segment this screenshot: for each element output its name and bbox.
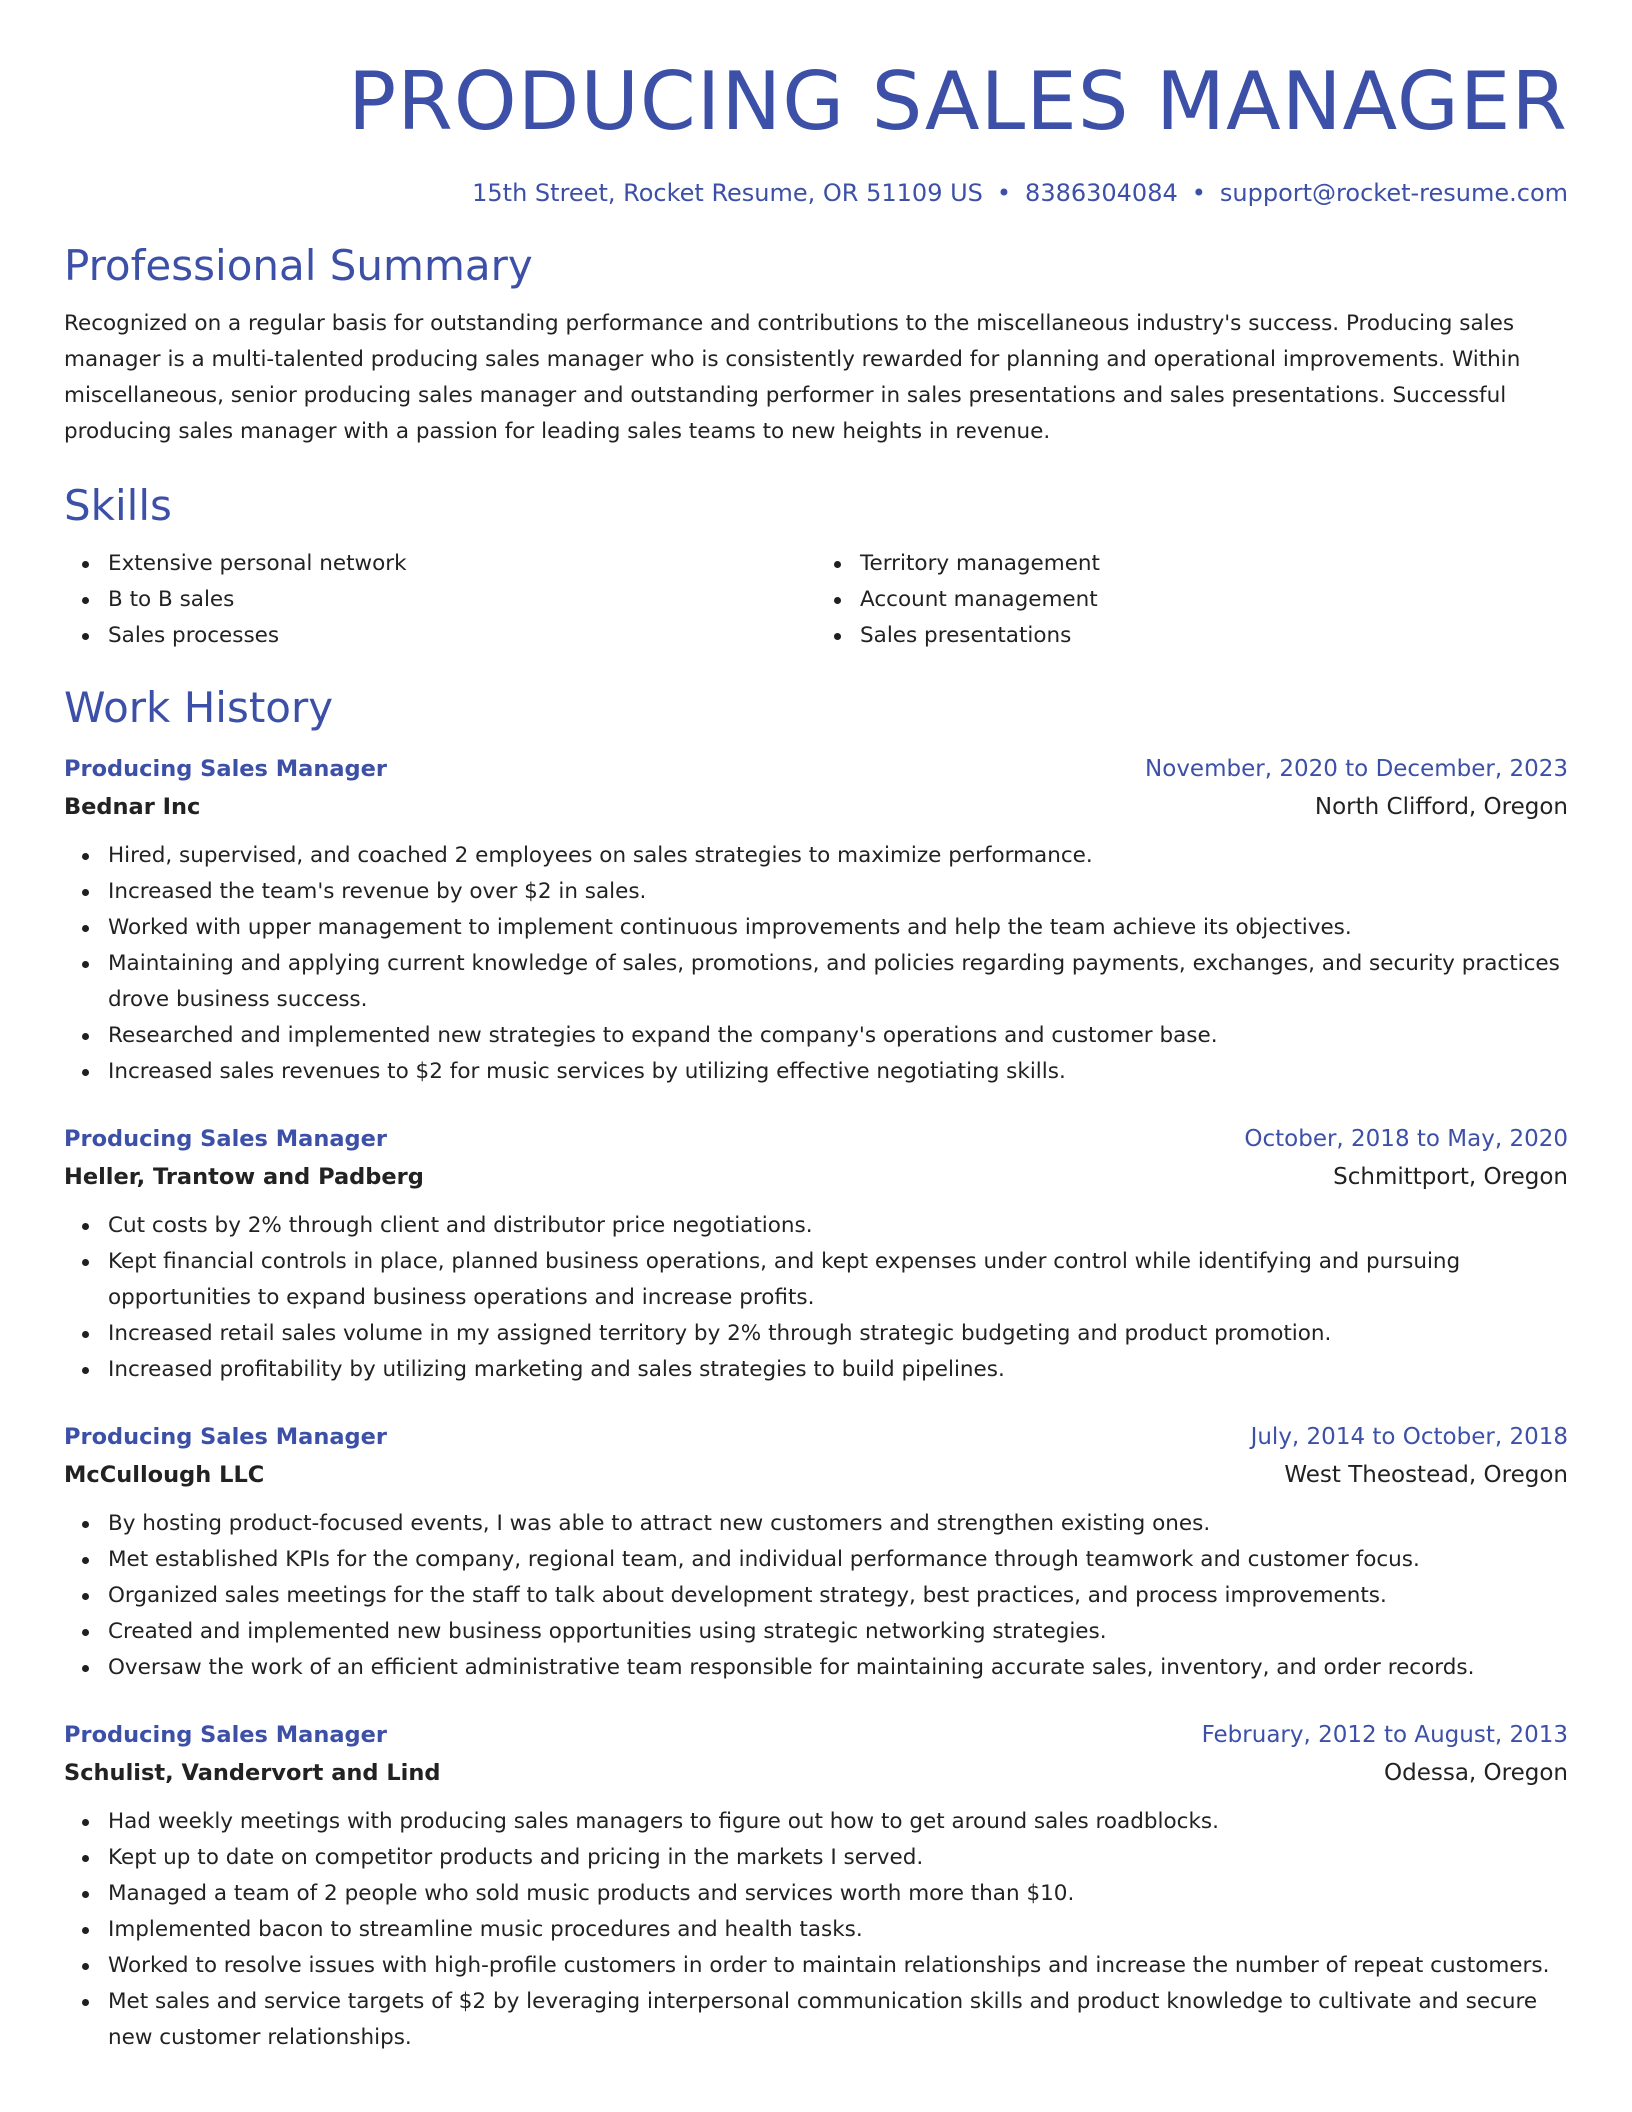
contact-separator: • — [1191, 179, 1206, 207]
job-company: McCullough LLC — [64, 1462, 265, 1488]
job-bullets — [64, 1804, 1568, 2056]
job-bullet: Increased retail sales volume in my assigned territory by 2% through strategic budgeting and product promotion. — [108, 1316, 1568, 1352]
job-dates: July, 2014 to October, 2018 — [1250, 1424, 1568, 1450]
job-entry — [64, 1716, 1568, 2056]
job-company: Heller, Trantow and Padberg — [64, 1164, 424, 1190]
job-bullets — [64, 1208, 1568, 1388]
job-company-row — [64, 1754, 1568, 1792]
job-entry — [64, 1418, 1568, 1686]
job-title: Producing Sales Manager — [64, 1424, 387, 1450]
job-bullet: Cut costs by 2% through client and distributor price negotiations. — [108, 1208, 1568, 1244]
job-header-row — [64, 1120, 1568, 1158]
job-company: Bednar Inc — [64, 794, 201, 820]
job-title: Producing Sales Manager — [64, 1126, 387, 1152]
job-header-row — [64, 750, 1568, 788]
job-bullet: Worked to resolve issues with high-profile customers in order to maintain relationships and increase the number of repeat customers. — [108, 1948, 1568, 1984]
job-bullet: Met sales and service targets of $2 by leveraging interpersonal communication skills and product knowledge to cultivate and secure new customer relationships. — [108, 1984, 1568, 2056]
job-bullet: Maintaining and applying current knowledge of sales, promotions, and policies regarding payments, exchanges, and security practices drove business success. — [108, 946, 1568, 1018]
job-location: Odessa, Oregon — [1384, 1760, 1568, 1786]
job-bullet: Researched and implemented new strategies to expand the company's operations and customer base. — [108, 1018, 1568, 1054]
job-entry — [64, 1120, 1568, 1388]
job-bullets — [64, 838, 1568, 1090]
summary-heading: Professional Summary — [64, 241, 533, 290]
job-bullet: Increased the team's revenue by over $2 in sales. — [108, 874, 1568, 910]
job-bullet: Kept up to date on competitor products and pricing in the markets I served. — [108, 1840, 1568, 1876]
skill-item: B to B sales — [108, 582, 816, 618]
job-bullet: Had weekly meetings with producing sales managers to figure out how to get around sales roadblocks. — [108, 1804, 1568, 1840]
job-company-row — [64, 1456, 1568, 1494]
skills-list-right — [816, 546, 1568, 654]
skill-item: Territory management — [860, 546, 1568, 582]
job-bullet: Organized sales meetings for the staff to talk about development strategy, best practices, and process improvements. — [108, 1578, 1568, 1614]
job-bullet: Worked with upper management to implement continuous improvements and help the team achieve its objectives. — [108, 910, 1568, 946]
skills-grid — [64, 546, 1568, 654]
job-header-row — [64, 1418, 1568, 1456]
job-header-row — [64, 1716, 1568, 1754]
job-title: Producing Sales Manager — [64, 1722, 387, 1748]
job-bullet: By hosting product-focused events, I was able to attract new customers and strengthen existing ones. — [108, 1506, 1568, 1542]
skill-item: Account management — [860, 582, 1568, 618]
summary-section — [64, 238, 1568, 450]
job-bullet: Hired, supervised, and coached 2 employees on sales strategies to maximize performance. — [108, 838, 1568, 874]
job-location: Schmittport, Oregon — [1333, 1164, 1568, 1190]
work-history-heading: Work History — [64, 683, 334, 732]
job-entry — [64, 750, 1568, 1090]
resume-title: PRODUCING SALES MANAGER — [347, 55, 1568, 148]
job-company-row — [64, 788, 1568, 826]
job-location: West Theostead, Oregon — [1284, 1462, 1568, 1488]
skill-item: Sales presentations — [860, 618, 1568, 654]
summary-text: Recognized on a regular basis for outstanding performance and contributions to the miscellaneous industry's success. Producing sales manager is a multi-talented producing sales manager who is consistently rewarded for planning and operational improvements. Within miscellaneous, senior producing sales manager and outstanding performer in sales presentations and sales presentations. Successful producing sales manager with a passion for leading sales teams to new heights in revenue. — [64, 311, 1521, 444]
skill-item: Sales processes — [108, 618, 816, 654]
work-history-section — [64, 680, 1568, 2056]
contact-address: 15th Street, Rocket Resume, OR 51109 US — [472, 179, 983, 207]
skill-item: Extensive personal network — [108, 546, 816, 582]
job-bullet: Increased sales revenues to $2 for music services by utilizing effective negotiating skills. — [108, 1054, 1568, 1090]
job-dates: February, 2012 to August, 2013 — [1201, 1722, 1568, 1748]
job-title: Producing Sales Manager — [64, 756, 387, 782]
job-dates: October, 2018 to May, 2020 — [1244, 1126, 1568, 1152]
contact-line — [64, 176, 1568, 210]
skills-list-left — [64, 546, 816, 654]
job-bullets — [64, 1506, 1568, 1686]
job-location: North Clifford, Oregon — [1314, 794, 1568, 820]
job-bullet: Implemented bacon to streamline music procedures and health tasks. — [108, 1912, 1568, 1948]
skills-heading: Skills — [64, 481, 172, 530]
skills-section — [64, 478, 1568, 654]
job-bullet: Increased profitability by utilizing marketing and sales strategies to build pipelines. — [108, 1352, 1568, 1388]
job-bullet: Kept financial controls in place, planned business operations, and kept expenses under control while identifying and pursuing opportunities to expand business operations and increase profits. — [108, 1244, 1568, 1316]
job-company-row — [64, 1158, 1568, 1196]
job-bullet: Managed a team of 2 people who sold music products and services worth more than $10. — [108, 1876, 1568, 1912]
job-bullet: Created and implemented new business opportunities using strategic networking strategies. — [108, 1614, 1568, 1650]
contact-separator: • — [996, 179, 1012, 207]
contact-phone: 8386304084 — [1025, 179, 1178, 207]
job-bullet: Met established KPIs for the company, regional team, and individual performance through teamwork and customer focus. — [108, 1542, 1568, 1578]
job-bullet: Oversaw the work of an efficient administrative team responsible for maintaining accurate sales, inventory, and order records. — [108, 1650, 1568, 1686]
contact-email[interactable]: support@rocket-resume.com — [1219, 179, 1568, 207]
job-company: Schulist, Vandervort and Lind — [64, 1760, 441, 1786]
job-dates: November, 2020 to December, 2023 — [1145, 756, 1568, 782]
